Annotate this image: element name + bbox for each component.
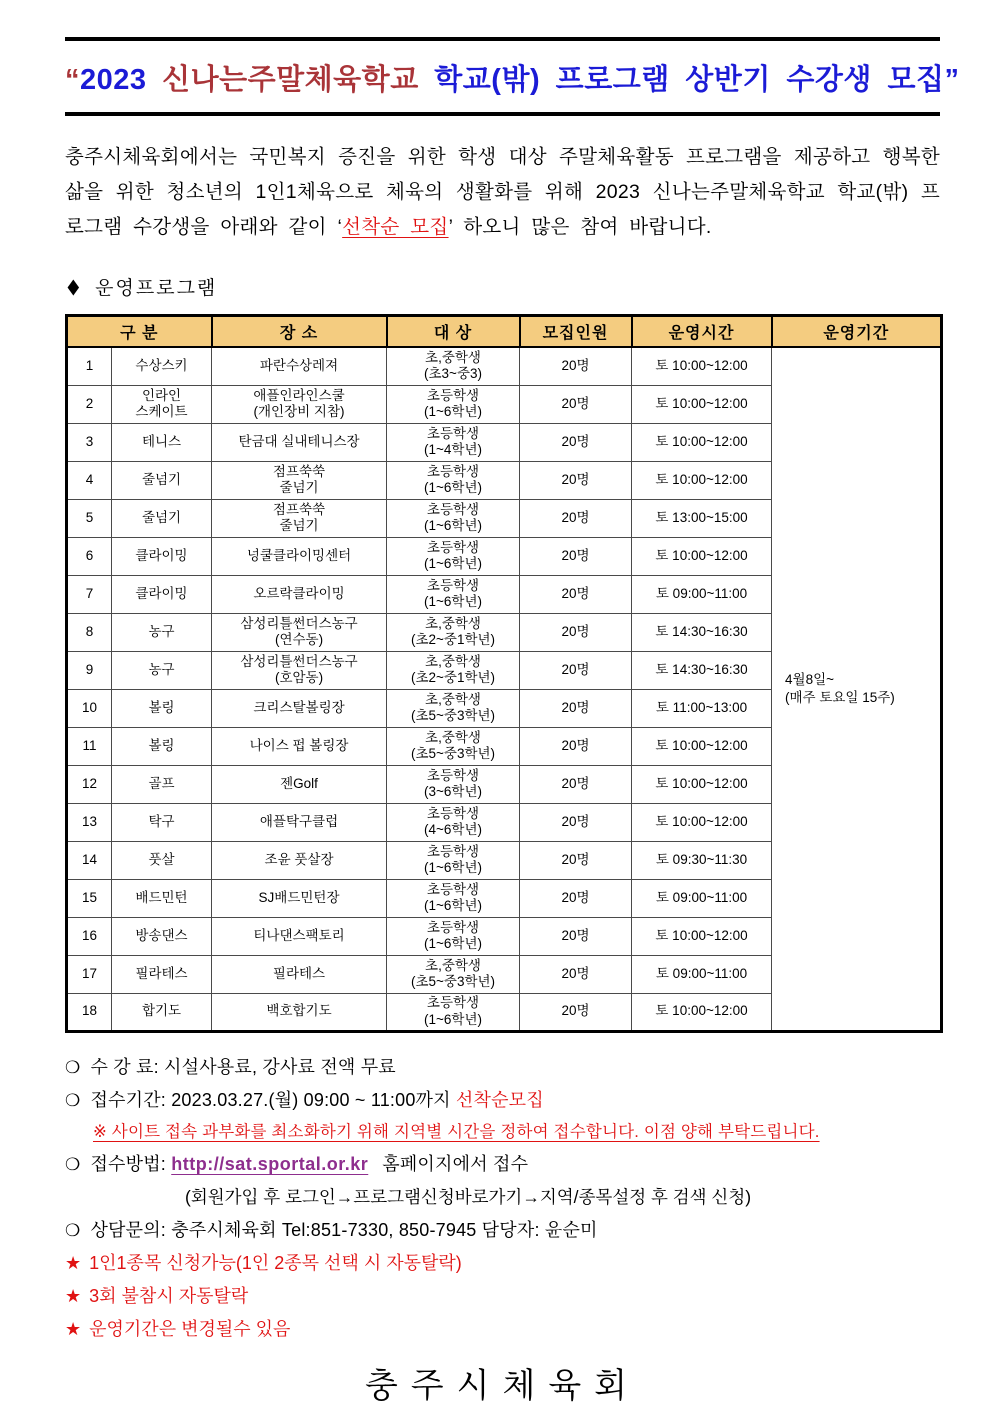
- program-capacity: 20명: [520, 803, 632, 841]
- program-target: 초,중학생 (초5~중3학년): [387, 689, 520, 727]
- program-time: 토 10:00~12:00: [632, 765, 772, 803]
- row-number: 17: [67, 955, 112, 993]
- note-method-steps: (회원가입 후 로그인→프로그램신청바로가기→지역/종목설정 후 검색 신청): [185, 1186, 752, 1207]
- program-target: 초등학생 (1~6학년): [387, 879, 520, 917]
- program-name: 인라인 스케이트: [112, 385, 212, 423]
- program-target: 초등학생 (1~4학년): [387, 423, 520, 461]
- row-number: 12: [67, 765, 112, 803]
- program-time: 토 10:00~12:00: [632, 385, 772, 423]
- intro-highlight: 선착순 모집: [342, 216, 449, 238]
- note-contact: [65, 1214, 940, 1247]
- row-number: 13: [67, 803, 112, 841]
- diamond-bullet-icon: ◆: [67, 275, 81, 298]
- col-header-category: 구 분: [67, 316, 212, 348]
- program-time: 토 09:30~11:30: [632, 841, 772, 879]
- program-time: 토 09:00~11:00: [632, 955, 772, 993]
- notes-section: [65, 1051, 940, 1346]
- program-target: 초등학생 (1~6학년): [387, 461, 520, 499]
- note-contact-text: 상담문의: 충주시체육회 Tel:851-7330, 850-7945 담당자: 윤순미: [90, 1219, 598, 1240]
- registration-url-link[interactable]: http://sat.sportal.or.kr: [171, 1153, 369, 1174]
- program-time: 토 14:30~16:30: [632, 613, 772, 651]
- program-capacity: 20명: [520, 423, 632, 461]
- row-number: 5: [67, 499, 112, 537]
- table-row: [67, 347, 942, 385]
- intro-text-after: 하오니 많은 참여 바랍니다.: [452, 216, 712, 238]
- program-target: 초등학생 (1~6학년): [387, 537, 520, 575]
- star-icon: ★: [65, 1285, 82, 1306]
- program-target: 초,중학생 (초5~중3학년): [387, 727, 520, 765]
- program-name: 클라이밍: [112, 537, 212, 575]
- program-target: 초등학생 (1~6학년): [387, 993, 520, 1031]
- program-place: 조윤 풋살장: [212, 841, 387, 879]
- section-label: 운영프로그램: [95, 278, 218, 299]
- program-table: [65, 314, 943, 1033]
- program-name: 볼링: [112, 689, 212, 727]
- program-time: 토 10:00~12:00: [632, 347, 772, 385]
- star-note-text: 운영기간은 변경될수 있음: [89, 1318, 291, 1339]
- note-method: [65, 1148, 940, 1181]
- col-header-period: 운영기간: [772, 316, 942, 348]
- table-header-row: [67, 316, 942, 348]
- program-target: 초등학생 (1~6학년): [387, 499, 520, 537]
- program-capacity: 20명: [520, 727, 632, 765]
- program-capacity: 20명: [520, 879, 632, 917]
- program-target: 초등학생 (1~6학년): [387, 917, 520, 955]
- program-name: 방송댄스: [112, 917, 212, 955]
- program-capacity: 20명: [520, 765, 632, 803]
- program-place: 파란수상레져: [212, 347, 387, 385]
- note-registration-period: [65, 1084, 940, 1117]
- program-capacity: 20명: [520, 347, 632, 385]
- row-number: 7: [67, 575, 112, 613]
- program-place: 젠Golf: [212, 765, 387, 803]
- program-place: 탄금대 실내테니스장: [212, 423, 387, 461]
- program-name: 테니스: [112, 423, 212, 461]
- program-target: 초등학생 (1~6학년): [387, 841, 520, 879]
- star-note-text: 1인1종목 신청가능(1인 2종목 선택 시 자동탈락): [89, 1252, 462, 1273]
- program-capacity: 20명: [520, 917, 632, 955]
- organization-name: 충주시체육회: [364, 1366, 641, 1405]
- program-target: 초,중학생 (초2~중1학년): [387, 613, 520, 651]
- col-header-capacity: 모집인원: [520, 316, 632, 348]
- program-time: 토 09:00~11:00: [632, 575, 772, 613]
- program-time: 토 13:00~15:00: [632, 499, 772, 537]
- program-place: 백호합기도: [212, 993, 387, 1031]
- program-place: 삼성리틀썬더스농구 (호암동): [212, 651, 387, 689]
- note-period-highlight: 선착순모집: [455, 1089, 544, 1110]
- title-rest: 학교(밖) 프로그램 상반기 수강생 모집”: [434, 64, 960, 96]
- site-overload-warning: ※ 사이트 접속 과부화를 최소화하기 위해 지역별 시간을 정하여 접수합니다. 이점 양해 부탁드립니다.: [93, 1122, 820, 1141]
- star-note-one-program: [65, 1247, 940, 1280]
- program-capacity: 20명: [520, 955, 632, 993]
- program-target: 초등학생 (1~6학년): [387, 575, 520, 613]
- note-fee-text: 수 강 료: 시설사용료, 강사료 전액 무료: [90, 1056, 396, 1077]
- program-capacity: 20명: [520, 385, 632, 423]
- page-title: [65, 41, 960, 112]
- program-place: 애플탁구클럽: [212, 803, 387, 841]
- program-place: 점프쑥쑥 줄넘기: [212, 461, 387, 499]
- program-place: 점프쑥쑥 줄넘기: [212, 499, 387, 537]
- title-year: 2023: [80, 64, 163, 96]
- program-time: 토 14:30~16:30: [632, 651, 772, 689]
- program-place: 크리스탈볼링장: [212, 689, 387, 727]
- intro-close-quote: ’: [448, 216, 453, 238]
- note-fee: [65, 1051, 940, 1084]
- col-header-target: 대 상: [387, 316, 520, 348]
- program-target: 초등학생 (4~6학년): [387, 803, 520, 841]
- program-place: 애플인라인스쿨 (개인장비 지참): [212, 385, 387, 423]
- circle-bullet-icon: ❍: [65, 1057, 81, 1077]
- program-time: 토 10:00~12:00: [632, 537, 772, 575]
- program-name: 수상스키: [112, 347, 212, 385]
- program-capacity: 20명: [520, 689, 632, 727]
- row-number: 16: [67, 917, 112, 955]
- row-number: 18: [67, 993, 112, 1031]
- program-name: 농구: [112, 613, 212, 651]
- program-time: 토 10:00~12:00: [632, 993, 772, 1031]
- program-target: 초,중학생 (초3~중3): [387, 347, 520, 385]
- row-number: 15: [67, 879, 112, 917]
- note-period-text: 접수기간: 2023.03.27.(월) 09:00 ~ 11:00까지: [90, 1089, 456, 1110]
- intro-open-quote: ‘: [337, 216, 343, 238]
- title-bottom-rule: [65, 112, 940, 116]
- title-school: 신나는주말체육학교: [162, 64, 435, 96]
- program-time: 토 09:00~11:00: [632, 879, 772, 917]
- col-header-time: 운영시간: [632, 316, 772, 348]
- program-place: 삼성리틀썬더스농구 (연수동): [212, 613, 387, 651]
- program-place: 티나댄스팩토리: [212, 917, 387, 955]
- program-target: 초,중학생 (초2~중1학년): [387, 651, 520, 689]
- row-number: 14: [67, 841, 112, 879]
- section-header: [65, 273, 940, 300]
- intro-text-before: 충주시체육회에서는 국민복지 증진을 위한 학생 대상 주말체육활동 프로그램을 제공하고 행복한 삶을 위한 청소년의 1인1체육으로 체육의 생활화를 위해 2023 신나는주말체육학교 학교(밖) 프로그램 수강생을 아래와 같이: [65, 146, 940, 238]
- program-name: 필라테스: [112, 955, 212, 993]
- program-name: 합기도: [112, 993, 212, 1031]
- circle-bullet-icon: ❍: [65, 1090, 81, 1110]
- row-number: 11: [67, 727, 112, 765]
- program-time: 토 10:00~12:00: [632, 917, 772, 955]
- col-header-place: 장 소: [212, 316, 387, 348]
- row-number: 2: [67, 385, 112, 423]
- note-method-label: 접수방법:: [90, 1153, 172, 1174]
- program-name: 줄넘기: [112, 461, 212, 499]
- row-number: 1: [67, 347, 112, 385]
- program-name: 탁구: [112, 803, 212, 841]
- document-content: [65, 37, 960, 1407]
- title-open-quote: “: [65, 64, 80, 96]
- star-icon: ★: [65, 1318, 82, 1339]
- circle-bullet-icon: ❍: [65, 1154, 81, 1174]
- program-time: 토 10:00~12:00: [632, 461, 772, 499]
- program-time: 토 10:00~12:00: [632, 803, 772, 841]
- program-capacity: 20명: [520, 537, 632, 575]
- program-name: 배드민턴: [112, 879, 212, 917]
- program-capacity: 20명: [520, 499, 632, 537]
- program-place: 나이스 펍 볼링장: [212, 727, 387, 765]
- program-target: 초등학생 (3~6학년): [387, 765, 520, 803]
- program-place: 넝쿨클라이밍센터: [212, 537, 387, 575]
- star-icon: ★: [65, 1252, 82, 1273]
- program-place: 오르락클라이밍: [212, 575, 387, 613]
- program-place: 필라테스: [212, 955, 387, 993]
- circle-bullet-icon: ❍: [65, 1220, 81, 1240]
- program-name: 농구: [112, 651, 212, 689]
- star-note-text: 3회 불참시 자동탈락: [89, 1285, 249, 1306]
- star-note-absence: [65, 1280, 940, 1313]
- program-capacity: 20명: [520, 461, 632, 499]
- program-capacity: 20명: [520, 613, 632, 651]
- row-number: 10: [67, 689, 112, 727]
- program-target: 초,중학생 (초5~중3학년): [387, 955, 520, 993]
- program-capacity: 20명: [520, 575, 632, 613]
- operation-period: 4월8일~ (매주 토요일 15주): [772, 347, 942, 1031]
- program-time: 토 10:00~12:00: [632, 423, 772, 461]
- intro-paragraph: [65, 140, 940, 245]
- program-name: 풋살: [112, 841, 212, 879]
- program-target: 초등학생 (1~6학년): [387, 385, 520, 423]
- program-place: SJ배드민턴장: [212, 879, 387, 917]
- program-name: 클라이밍: [112, 575, 212, 613]
- program-capacity: 20명: [520, 841, 632, 879]
- row-number: 4: [67, 461, 112, 499]
- program-time: 토 10:00~12:00: [632, 727, 772, 765]
- program-name: 골프: [112, 765, 212, 803]
- row-number: 8: [67, 613, 112, 651]
- row-number: 6: [67, 537, 112, 575]
- program-name: 줄넘기: [112, 499, 212, 537]
- row-number: 9: [67, 651, 112, 689]
- program-capacity: 20명: [520, 651, 632, 689]
- program-name: 볼링: [112, 727, 212, 765]
- note-method-after: 홈페이지에서 접수: [382, 1153, 529, 1174]
- program-time: 토 11:00~13:00: [632, 689, 772, 727]
- program-capacity: 20명: [520, 993, 632, 1031]
- row-number: 3: [67, 423, 112, 461]
- star-note-period-change: [65, 1313, 940, 1346]
